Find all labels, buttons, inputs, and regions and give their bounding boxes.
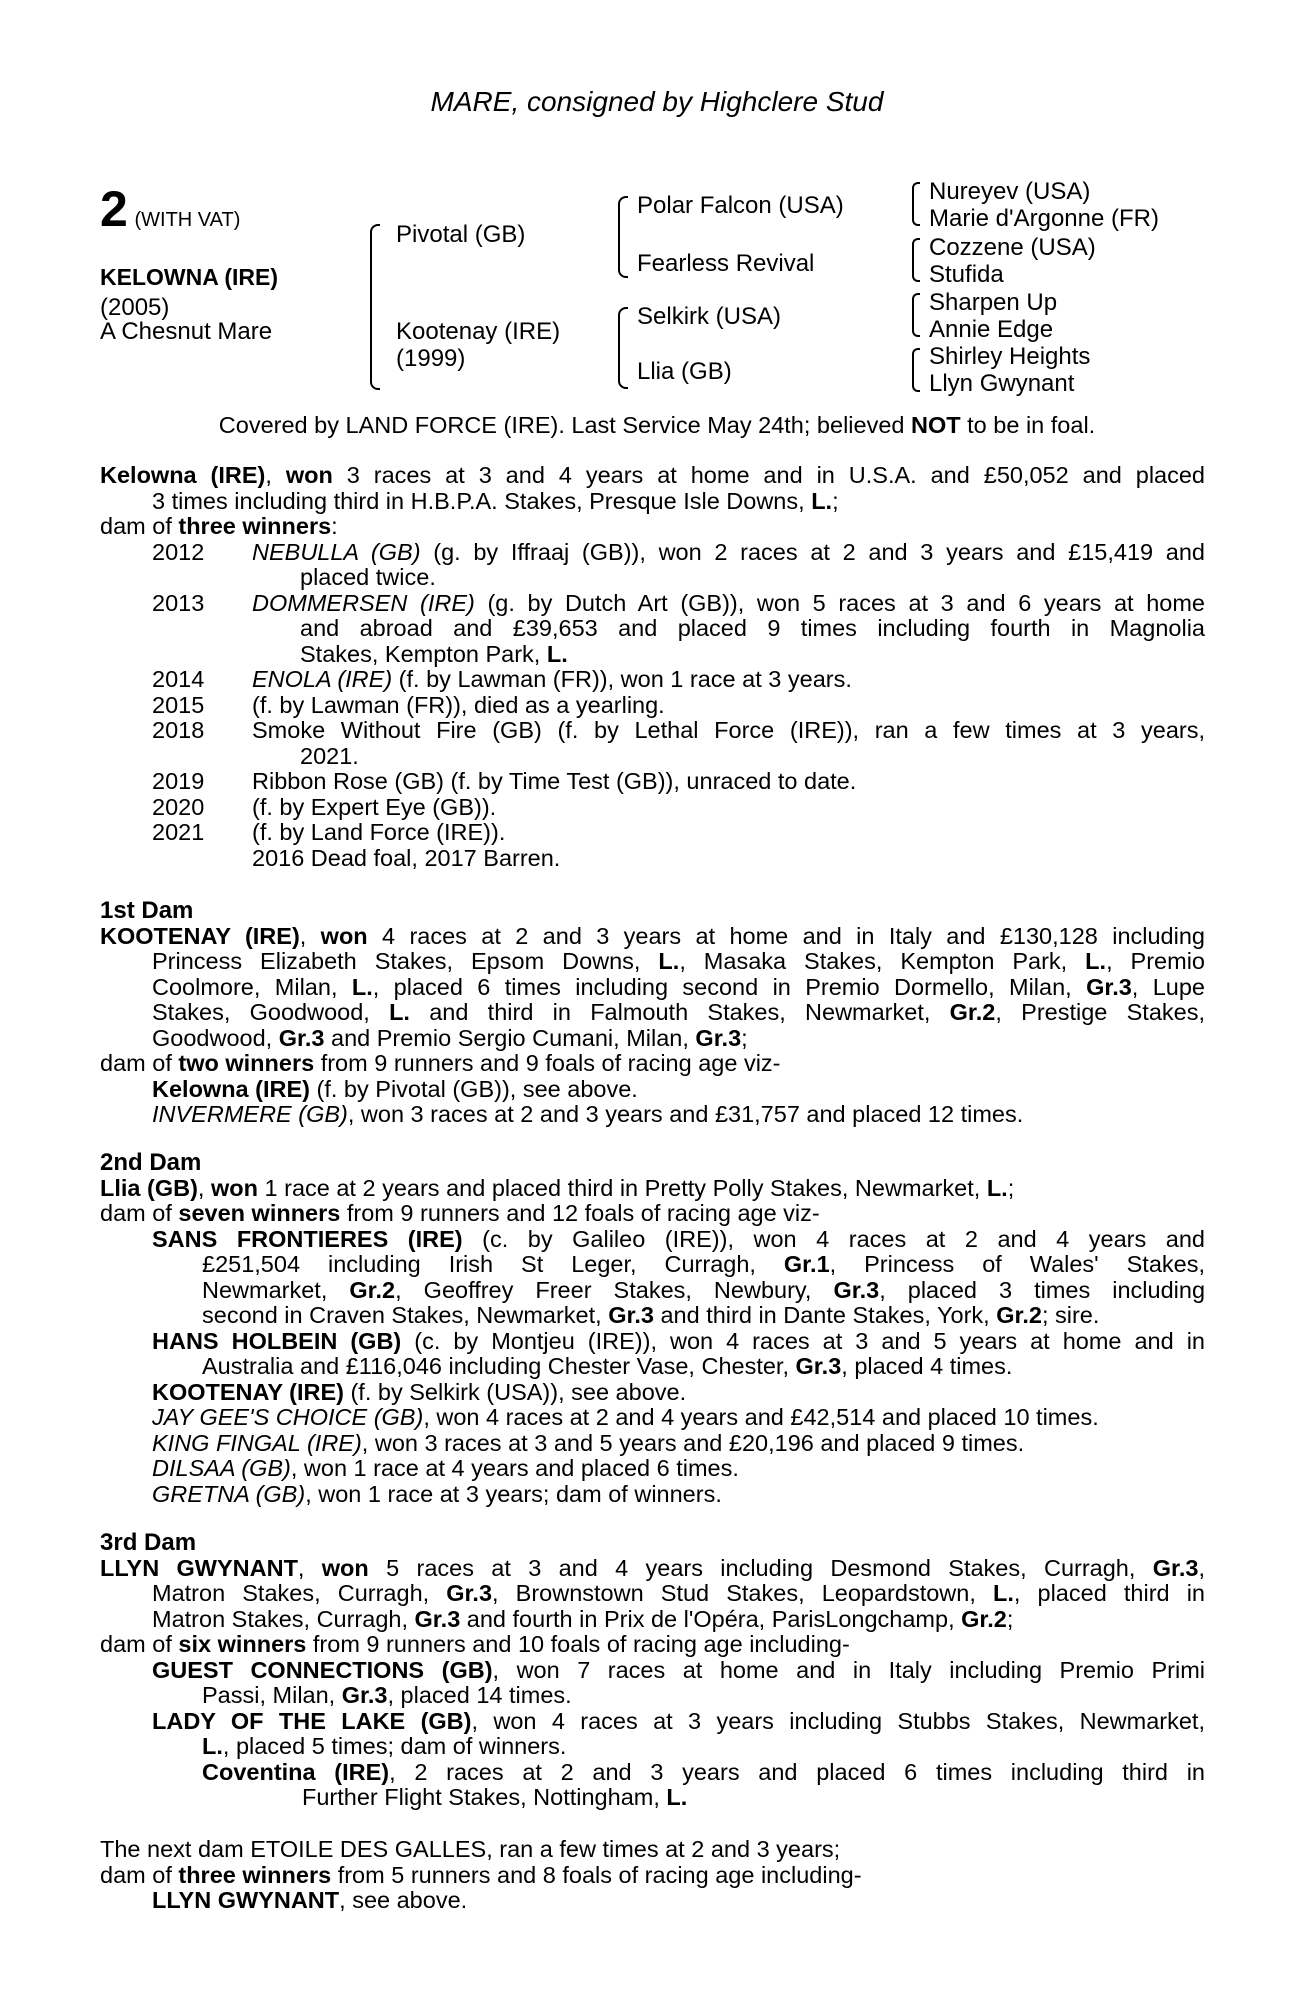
lot-header (100, 180, 240, 238)
lot-name: KELOWNA (IRE) (100, 264, 279, 290)
lot-number: 2 (100, 181, 128, 237)
dam-dam: Llia (GB) (637, 358, 732, 385)
lot-year: (2005) (100, 294, 170, 321)
runner-row: SANS FRONTIERES (IRE) (c. by Galileo (IRE)), won 4 races at 2 and 4 years and (152, 1225, 1205, 1252)
produce-row: 2018 Smoke Without Fire (GB) (f. by Lethal Force (IRE)), ran a few times at 3 years, (152, 717, 1205, 743)
next-dam-section: The next dam ETOILE DES GALLES, ran a few times at 2 and 3 years; dam of three winners from 5 runners and 8 foals of racing age including- LLYN GWYNANT, see above. (100, 1837, 1205, 1914)
sire: Pivotal (GB) (396, 221, 526, 248)
page-title: MARE, consigned by Highclere Stud (430, 86, 884, 117)
produce-row: 2015 (f. by Lawman (FR)), died as a yearling. (152, 691, 665, 718)
second-dam-section: 2nd Dam Llia (GB), won 1 race at 2 years and placed third in Pretty Polly Stakes, Newmarket, L.; dam of seven winners from 9 runners and 12 foals of racing age viz- SANS FRONTIERES (IRE) (c. by Galileo (IRE)), won 4 races at 2 and 4 years and £251,504 including Irish St Leger, Curragh, Gr.1, Princess of Wales' Stakes, Newmarket, Gr.2, Geoffrey Freer Stakes, Newbury, Gr.3, placed 3 times including second in Craven Stakes, Newmarket, Gr.3 and third in Dante Stakes, York, Gr.2; sire. HANS HOLBEIN (GB) (c. by Montjeu (IRE)), won 4 races at 3 and 5 years at home and in Australia and £116,046 including Chester Vase, Chester, Gr.3, placed 4 times. KOOTENAY (IRE) (f. by Selkirk (USA)), see above. JAY GEE'S CHOICE (GB), won 4 races at 2 and 4 years and £42,514 and placed 10 times. KING FINGAL (IRE), won 3 races at 3 and 5 years and £20,196 and placed 9 times. DILSAA (GB), won 1 race at 4 years and placed 6 times. GRETNA (GB), won 1 race at 3 years; dam of winners. (100, 1149, 1206, 1507)
sire-sire: Polar Falcon (USA) (637, 192, 844, 219)
produce-row: 2013 DOMMERSEN (IRE) (g. by Dutch Art (GB)), won 5 races at 3 and 6 years at home (152, 589, 1205, 616)
brace-dam (618, 307, 628, 389)
covered-note: Covered by LAND FORCE (IRE). Last Service May 24th; believed NOT to be in foal. (218, 412, 1096, 438)
sire-dam: Fearless Revival (637, 250, 815, 277)
dam: Kootenay (IRE) (396, 318, 561, 345)
brace-dd (912, 348, 920, 392)
dsd: Annie Edge (929, 316, 1054, 343)
brace-ss (912, 182, 920, 226)
runner-row: Coventina (IRE), 2 races at 2 and 3 years and placed 6 times including third in (202, 1758, 1205, 1785)
runner-row: LADY OF THE LAKE (GB), won 4 races at 3 years including Stubbs Stakes, Newmarket, (152, 1707, 1205, 1734)
kelowna-section: Kelowna (IRE), won 3 races at 3 and 4 years at home and in U.S.A. and £50,052 and placed 3 times including third in H.B.P.A. Stakes, Presque Isle Downs, L.; dam of three winners: 2012 NEBULLA (GB) (g. by Iffraaj (GB)), won 2 races at 2 and 3 years and £15,419 and placed twice. 2013 DOMMERSEN (IRE) (g. by Dutch Art (GB)), won 5 races at 3 and 6 years at home and abroad and £39,653 and placed 9 times including fourth in Magnolia Stakes, Kempton Park, L. 2014 ENOLA (IRE) (f. by Lawman (FR)), won 1 race at 3 years. 2015 (f. by Lawman (FR)), died as a yearling. 2018 Smoke Without Fire (GB) (f. by Lethal Force (IRE)), ran a few times at 3 years, 2021. 2019 Ribbon Rose (GB) (f. by Time Test (GB)), unraced to date. 2020 (f. by Expert Eye (GB)). 2021 (f. by Land Force (IRE)). 2016 Dead foal, 2017 Barren. (100, 462, 1206, 871)
runner-row: Kelowna (IRE) (f. by Pivotal (GB)), see above. (152, 1075, 638, 1102)
produce-row: 2012 NEBULLA (GB) (g. by Iffraaj (GB)), won 2 races at 2 and 3 years and £15,419 and (152, 538, 1205, 565)
brace-ds (912, 293, 920, 337)
produce-footnote: 2016 Dead foal, 2017 Barren. (252, 844, 561, 871)
third-dam-section: 3rd Dam LLYN GWYNANT, won 5 races at 3 and 4 years including Desmond Stakes, Curragh, Gr.3, Matron Stakes, Curragh, Gr.3, Brownstown Stud Stakes, Leopardstown, L., placed third in Matron Stakes, Curragh, Gr.3 and fourth in Prix de l'Opéra, ParisLongchamp, Gr.2; dam of six winners from 9 runners and 10 foals of racing age including- GUEST CONNECTIONS (GB), won 7 races at home and in Italy including Premio Primi Passi, Milan, Gr.3, placed 14 times. LADY OF THE LAKE (GB), won 4 races at 3 years including Stubbs Stakes, Newmarket, L., placed 5 times; dam of winners. Coventina (IRE), 2 races at 2 and 3 years and placed 6 times including third in Further Flight Stakes, Nottingham, L. (100, 1529, 1205, 1810)
dam-sire: Selkirk (USA) (637, 303, 782, 330)
brace-gen1 (370, 224, 380, 390)
produce-row: 2020 (f. by Expert Eye (GB)). (152, 793, 497, 820)
sss: Nureyev (USA) (929, 178, 1091, 205)
runner-row: GUEST CONNECTIONS (GB), won 7 races at home and in Italy including Premio Primi (152, 1656, 1205, 1683)
sds: Cozzene (USA) (929, 234, 1096, 261)
vat-note: (WITH VAT) (134, 209, 241, 231)
dss: Sharpen Up (929, 289, 1058, 316)
runner-row: GRETNA (GB), won 1 race at 3 years; dam of winners. (152, 1480, 722, 1507)
brace-sire (618, 196, 628, 278)
ssd: Marie d'Argonne (FR) (929, 205, 1159, 232)
runner-row: KING FINGAL (IRE), won 3 races at 3 and 5 years and £20,196 and placed 9 times. (152, 1429, 1025, 1456)
runner-row: DILSAA (GB), won 1 race at 4 years and placed 6 times. (152, 1455, 739, 1481)
sdd: Stufida (929, 261, 1004, 288)
lot-description: A Chesnut Mare (100, 318, 273, 345)
first-dam-section: 1st Dam KOOTENAY (IRE), won 4 races at 2 and 3 years at home and in Italy and £130,128 including Princess Elizabeth Stakes, Epsom Downs, L., Masaka Stakes, Kempton Park, L., Premio Coolmore, Milan, L., placed 6 times including second in Premio Dormello, Milan, Gr.3, Lupe Stakes, Goodwood, L. and third in Falmouth Stakes, Newmarket, Gr.2, Prestige Stakes, Goodwood, Gr.3 and Premio Sergio Cumani, Milan, Gr.3; dam of two winners from 9 runners and 9 foals of racing age viz- Kelowna (IRE) (f. by Pivotal (GB)), see above. INVERMERE (GB), won 3 races at 2 and 3 years and £31,757 and placed 12 times. (100, 897, 1205, 1127)
dds: Shirley Heights (929, 343, 1091, 370)
produce-row: 2019 Ribbon Rose (GB) (f. by Time Test (GB)), unraced to date. (152, 768, 857, 794)
runner-row: LLYN GWYNANT, see above. (152, 1887, 468, 1913)
ddd: Llyn Gwynant (929, 370, 1075, 397)
runner-row: JAY GEE'S CHOICE (GB), won 4 races at 2 and 4 years and £42,514 and placed 10 times. (152, 1404, 1099, 1430)
runner-row: HANS HOLBEIN (GB) (c. by Montjeu (IRE)), won 4 races at 3 and 5 years at home and in (152, 1327, 1205, 1354)
runner-row: KOOTENAY (IRE) (f. by Selkirk (USA)), see above. (152, 1378, 687, 1405)
dam-year: (1999) (396, 345, 466, 372)
runner-row: INVERMERE (GB), won 3 races at 2 and 3 years and £31,757 and placed 12 times. (152, 1101, 1024, 1127)
produce-row: 2014 ENOLA (IRE) (f. by Lawman (FR)), won 1 race at 3 years. (152, 666, 852, 692)
brace-sd (912, 238, 920, 282)
produce-row: 2021 (f. by Land Force (IRE)). (152, 819, 506, 845)
